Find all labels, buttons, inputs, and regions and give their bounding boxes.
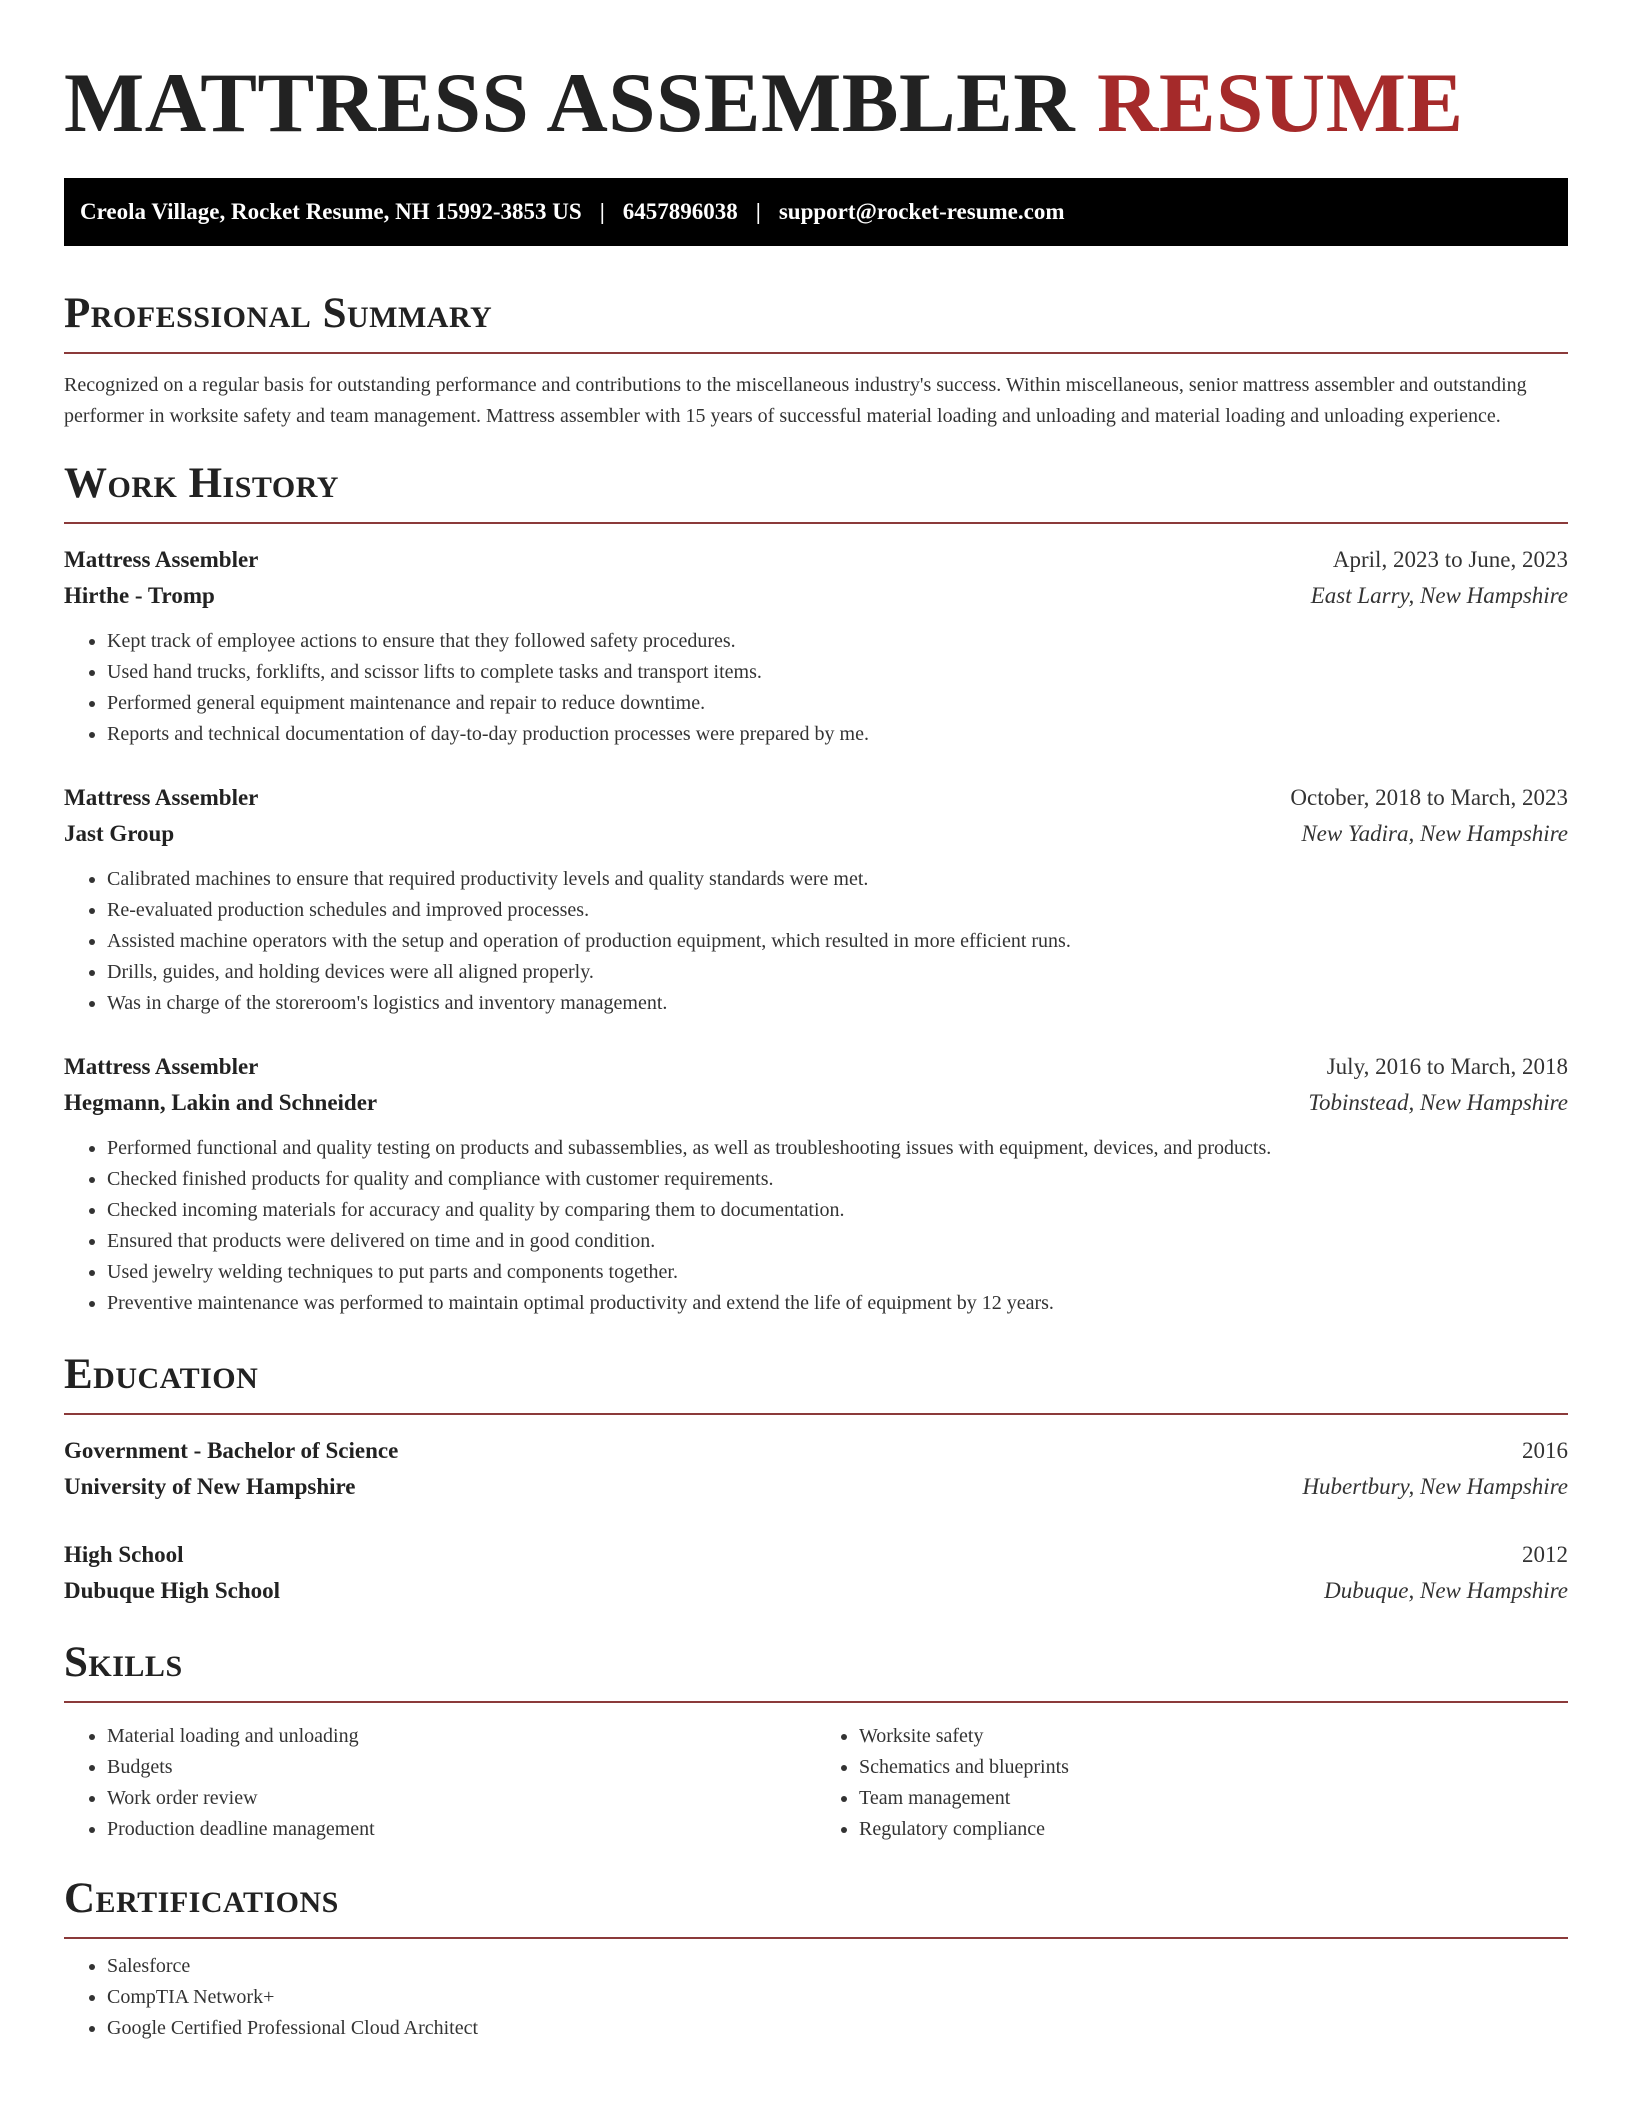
contact-separator: | [755, 199, 761, 224]
section-divider [64, 1701, 1568, 1703]
job-bullet: • Performed general equipment maintenance and repair to reduce downtime. [107, 688, 1568, 719]
section-divider [64, 522, 1568, 524]
skill-item: • Production deadline management [107, 1814, 816, 1845]
contact-separator: | [599, 199, 605, 224]
job-bullets [64, 864, 1568, 1019]
section-divider [64, 1413, 1568, 1415]
job-dates: July, 2016 to March, 2018 [1326, 1054, 1568, 1079]
resume-title-main: MATTRESS ASSEMBLER [64, 56, 1076, 150]
skill-item: • Work order review [107, 1783, 816, 1814]
job-bullet: • Reports and technical documentation of day-to-day production processes were prepared by me. [107, 719, 1568, 750]
job-bullet: • Used jewelry welding techniques to put parts and components together. [107, 1257, 1568, 1288]
education-location: Hubertbury, New Hampshire [1302, 1474, 1568, 1499]
job-bullet: • Preventive maintenance was performed to maintain optimal productivity and extend the life of equipment by 12 years. [107, 1288, 1568, 1319]
job-bullets [64, 626, 1568, 750]
section-divider [64, 352, 1568, 354]
job-bullet: • Was in charge of the storeroom's logistics and inventory management. [107, 988, 1568, 1019]
job-title: Mattress Assembler [64, 547, 259, 572]
job-location: East Larry, New Hampshire [1310, 583, 1568, 608]
education-degree: High School [64, 1542, 184, 1567]
education-location: Dubuque, New Hampshire [1324, 1578, 1568, 1603]
job-bullet: • Drills, guides, and holding devices were all aligned properly. [107, 957, 1568, 988]
section-heading-summary: Professional Summary [64, 290, 493, 337]
job-bullets [64, 1133, 1568, 1319]
education-school: University of New Hampshire [64, 1474, 356, 1499]
certifications-list [64, 1951, 1568, 2044]
skills-list-right [816, 1721, 1568, 1845]
summary-text: Recognized on a regular basis for outstanding performance and contributions to the miscellaneous industry's success. Within miscellaneous, senior mattress assembler and outstanding performer in worksite safety and team management. Mattress assembler with 15 years of successful material loading and unloading and material loading and unloading experience. [64, 374, 1527, 427]
education-school: Dubuque High School [64, 1578, 281, 1603]
skills-grid [64, 1721, 1568, 1845]
job-bullet: • Calibrated machines to ensure that required productivity levels and quality standards were met. [107, 864, 1568, 895]
contact-phone: 6457896038 [622, 199, 738, 224]
education-year: 2016 [1522, 1438, 1568, 1463]
skills-list-left [64, 1721, 816, 1845]
job-entry [64, 1049, 1568, 1319]
section-divider [64, 1937, 1568, 1939]
education-degree: Government - Bachelor of Science [64, 1438, 399, 1463]
job-company: Hegmann, Lakin and Schneider [64, 1090, 378, 1115]
job-bullet: • Checked finished products for quality and compliance with customer requirements. [107, 1164, 1568, 1195]
job-bullet: • Ensured that products were delivered on time and in good condition. [107, 1226, 1568, 1257]
skill-item: • Material loading and unloading [107, 1721, 816, 1752]
job-bullet: • Re-evaluated production schedules and improved processes. [107, 895, 1568, 926]
job-bullet: • Assisted machine operators with the setup and operation of production equipment, which resulted in more efficient runs. [107, 926, 1568, 957]
job-entry [64, 780, 1568, 1019]
section-heading-certifications: Certifications [64, 1875, 339, 1922]
skill-item: • Regulatory compliance [859, 1814, 1568, 1845]
skill-item: • Schematics and blueprints [859, 1752, 1568, 1783]
job-location: New Yadira, New Hampshire [1301, 821, 1568, 846]
job-bullet: • Performed functional and quality testing on products and subassemblies, as well as troubleshooting issues with equipment, devices, and products. [107, 1133, 1568, 1164]
certification-item: • Google Certified Professional Cloud Architect [107, 2013, 1568, 2044]
contact-address: Creola Village, Rocket Resume, NH 15992-3853 US [80, 199, 582, 224]
job-title: Mattress Assembler [64, 1054, 259, 1079]
job-entry [64, 542, 1568, 750]
section-heading-education: Education [64, 1351, 259, 1398]
section-heading-work-history: Work History [64, 460, 339, 507]
certification-item: • Salesforce [107, 1951, 1568, 1982]
job-title: Mattress Assembler [64, 785, 259, 810]
job-dates: October, 2018 to March, 2023 [1290, 785, 1568, 810]
section-heading-skills: Skills [64, 1639, 183, 1686]
skill-item: • Worksite safety [859, 1721, 1568, 1752]
job-bullet: • Kept track of employee actions to ensure that they followed safety procedures. [107, 626, 1568, 657]
job-company: Hirthe - Tromp [64, 583, 215, 608]
education-year: 2012 [1522, 1542, 1568, 1567]
resume-title [64, 54, 1568, 152]
skill-item: • Team management [859, 1783, 1568, 1814]
education-entry [64, 1537, 1568, 1609]
resume-title-accent: RESUME [1096, 56, 1464, 150]
contact-email: support@rocket-resume.com [778, 199, 1065, 224]
job-bullet: • Checked incoming materials for accuracy and quality by comparing them to documentation. [107, 1195, 1568, 1226]
education-entry [64, 1433, 1568, 1505]
job-company: Jast Group [64, 821, 175, 846]
contact-bar [64, 178, 1568, 246]
certification-item: • CompTIA Network+ [107, 1982, 1568, 2013]
job-bullet: • Used hand trucks, forklifts, and scissor lifts to complete tasks and transport items. [107, 657, 1568, 688]
skill-item: • Budgets [107, 1752, 816, 1783]
job-dates: April, 2023 to June, 2023 [1332, 547, 1568, 572]
job-location: Tobinstead, New Hampshire [1308, 1090, 1568, 1115]
